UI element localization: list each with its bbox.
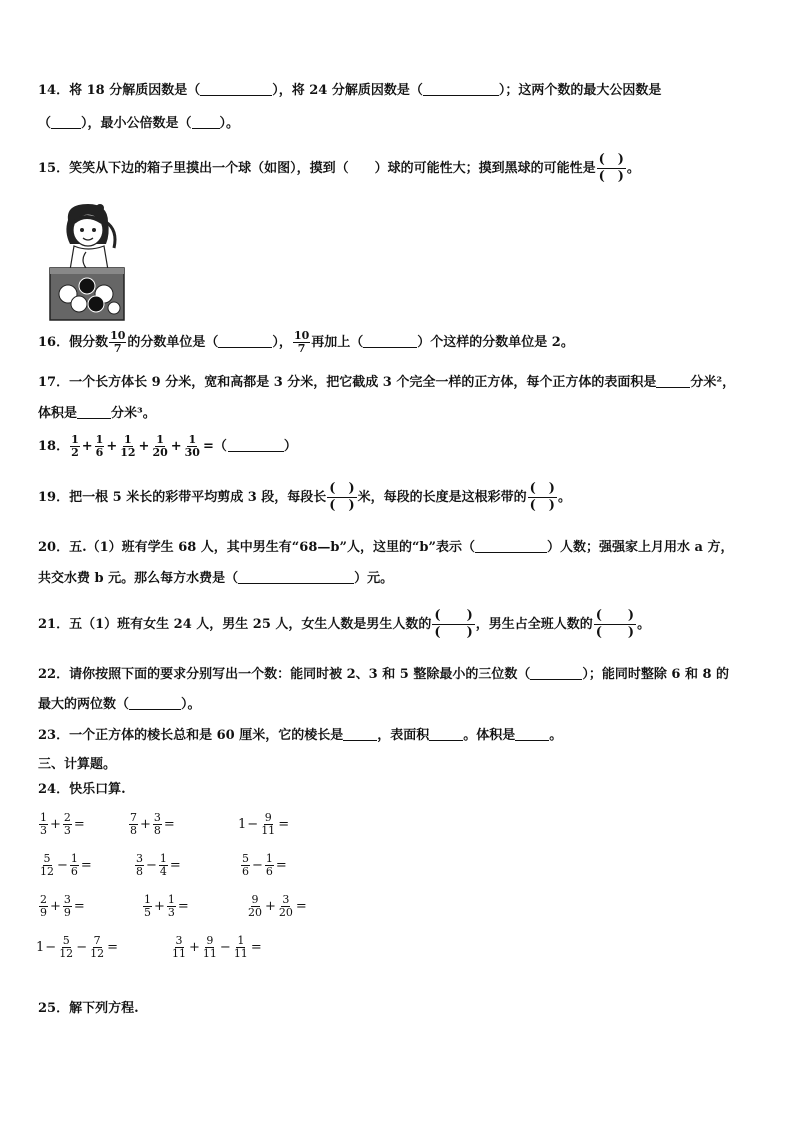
answer-blank[interactable]: [51, 118, 81, 129]
oral-calc-item: $\frac{5}{6}$ − $\frac{1}{6}$ =: [242, 852, 287, 878]
oral-calc-item: $\frac{1}{5}$ + $\frac{1}{3}$ =: [144, 893, 189, 919]
answer-blank[interactable]: [656, 377, 690, 388]
oral-calc-item: $\frac{3}{11}$ + $\frac{9}{11}$ − $\frac{1}{11}$ =: [172, 934, 262, 960]
q18-question: 18． $\frac{1}{2}$ + $\frac{1}{6}$ + $\frac{1}{12}$ + $\frac{1}{20}$ + $\frac{1}{30}$ =（ ）: [38, 433, 297, 459]
answer-fraction[interactable]: ( ) ( ): [434, 608, 473, 641]
q14-line2: （ ），最小公倍数是（ ）。: [38, 116, 240, 131]
answer-blank[interactable]: [475, 542, 547, 553]
answer-blank[interactable]: [238, 573, 354, 584]
q17-line2: 体积是 分米³。: [38, 406, 156, 421]
q20-line1: 20．五.（1）班有学生 68 人，其中男生有“68—b”人，这里的“b”表示（ ）人数；强强家上月用水 a 方，: [38, 540, 734, 555]
answer-blank[interactable]: [515, 730, 549, 741]
fraction: $\frac{1}{2}$: [71, 433, 79, 459]
fraction: $\frac{1}{12}$: [120, 433, 136, 459]
q23-question: 23．一个正方体的棱长总和是 60 厘米，它的棱长是 ，表面积 。体积是 。: [38, 728, 563, 743]
fraction: $\frac{1}{6}$: [95, 433, 104, 459]
q19-question: 19．把一根 5 米长的彩带平均剪成 3 段，每段长 ( ) ( ) 米，每段的长度是这根彩带的 ( ) ( ) 。: [38, 481, 571, 514]
fraction-10-7: $\frac{10}{7}$: [110, 329, 126, 355]
oral-calc-item: $\frac{7}{8}$ + $\frac{3}{8}$ =: [130, 811, 175, 837]
answer-blank[interactable]: [218, 337, 272, 348]
oral-calc-item: $\frac{9}{20}$ + $\frac{3}{20}$ =: [248, 893, 307, 919]
answer-blank[interactable]: [429, 730, 463, 741]
answer-blank[interactable]: [530, 669, 582, 680]
answer-fraction[interactable]: ( ) ( ): [598, 152, 624, 185]
fraction-10-7: $\frac{10}{7}$: [293, 329, 310, 355]
answer-fraction[interactable]: ( ) ( ): [329, 481, 355, 514]
q17-line1: 17．一个长方体长 9 分米，宽和高都是 3 分米，把它截成 3 个完全一样的正方体，每个正方体的表面积是 分米²，: [38, 375, 736, 390]
answer-fraction[interactable]: ( ) ( ): [529, 481, 555, 514]
oral-calc-item: $\frac{3}{8}$ − $\frac{1}{4}$ =: [136, 852, 181, 878]
q22-line1: 22．请你按照下面的要求分别写出一个数：能同时被 2、3 和 5 整除最小的三位数（ ）；能同时整除 6 和 8 的: [38, 667, 730, 682]
q16-question: 16．假分数 $\frac{10}{7}$ 的分数单位是（ ）， $\frac{10}{7}$ 再加上（ ）个这样的分数单位是 2。: [38, 329, 574, 355]
q15-question: 15．笑笑从下边的箱子里摸出一个球（如图），摸到（ ）球的可能性大；摸到黑球的可能性是 ( ) ( ) 。: [38, 152, 640, 185]
answer-blank[interactable]: [228, 441, 284, 452]
q25-title: 25．解下列方程.: [38, 1001, 139, 1016]
girl-with-ball-box-illustration: [46, 198, 130, 324]
q20-line2: 共交水费 b 元。那么每方水费是（ ）元。: [38, 571, 394, 586]
section-heading: 三、计算题。: [38, 757, 117, 772]
q22-line2: 最大的两位数（ ）。: [38, 697, 201, 712]
q14-line1: 14．将 18 分解质因数是（ ），将 24 分解质因数是（ ）；这两个数的最大公因数是: [38, 83, 662, 98]
answer-blank[interactable]: [77, 408, 111, 419]
q21-question: 21．五（1）班有女生 24 人，男生 25 人，女生人数是男生人数的 ( ) ( ) ，男生占全班人数的 ( ) ( ) 。: [38, 608, 651, 641]
answer-blank[interactable]: [343, 730, 377, 741]
answer-blank[interactable]: [200, 85, 272, 96]
fraction: $\frac{1}{20}$: [152, 433, 168, 459]
fraction: $\frac{1}{30}$: [184, 433, 200, 459]
answer-blank[interactable]: [363, 337, 417, 348]
oral-calc-item: $\frac{1}{3}$ + $\frac{2}{3}$ =: [40, 811, 85, 837]
answer-blank[interactable]: [192, 118, 220, 129]
oral-calc-item: $\frac{5}{12}$ − $\frac{1}{6}$ =: [40, 852, 92, 878]
oral-calc-item: $\frac{2}{9}$ + $\frac{3}{9}$ =: [40, 893, 85, 919]
oral-calc-item: 1 − $\frac{9}{11}$ =: [238, 811, 290, 837]
q24-title: 24．快乐口算.: [38, 782, 126, 797]
answer-blank[interactable]: [423, 85, 499, 96]
answer-blank[interactable]: [129, 699, 181, 710]
answer-fraction[interactable]: ( ) ( ): [595, 608, 635, 641]
oral-calc-item: 1 − $\frac{5}{12}$ − $\frac{7}{12}$ =: [36, 934, 118, 960]
